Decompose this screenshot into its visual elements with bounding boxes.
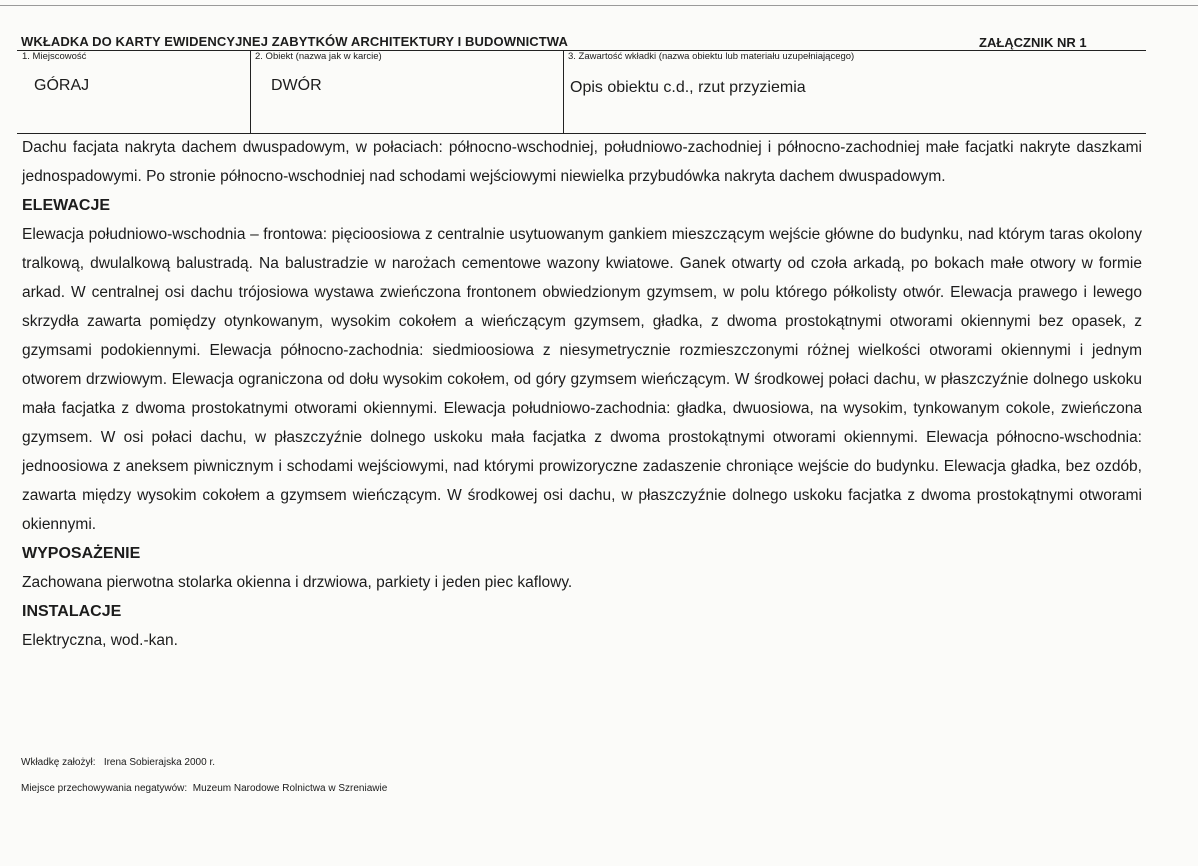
equipment-description: Zachowana pierwotna stolarka okienna i drzwiowa, parkiety i jeden piec kaflowy. (22, 574, 573, 591)
locality-value: GÓRAJ (34, 77, 90, 94)
footer-negatives (21, 783, 387, 794)
roof-description: Dachu facjata nakryta dachem dwuspadowym, w połaciach: północno-wschodniej, południowo-zachodniej i północno-zachodniej małe facjatki nakryte daszkami jednospadowymi. Po stronie północno-wschodniej nad schodami wejściowymi niewielka przybudówka nakryta dachem dwuspadowym. (22, 139, 1142, 185)
grid-divider (250, 50, 251, 134)
form-title: WKŁADKA DO KARTY EWIDENCYJNEJ ZABYTKÓW ARCHITEKTURY I BUDOWNICTWA (21, 34, 568, 49)
insert-content-label: 3. Zawartość wkładki (nazwa obiektu lub materiału uzupełniającego) (568, 51, 855, 62)
object-label: 2. Obiekt (nazwa jak w karcie) (255, 51, 382, 62)
author-value: Irena Sobierajska 2000 r. (103, 757, 215, 768)
elevations-heading: ELEWACJE (22, 197, 111, 214)
author-label: Wkładkę założył: (21, 757, 96, 768)
installations-heading: INSTALACJE (22, 603, 122, 620)
negatives-value: Muzeum Narodowe Rolnictwa w Szreniawie (192, 783, 388, 794)
elevations-description: Elewacja południowo-wschodnia – frontowa: pięcioosiowa z centralnie usytuowanym gankiem mieszczącym wejście główne do budynku, nad którym taras okolony tralkową, dwulalkową balustradą. Na balustradzie w narożach cementowe wazony kwiatowe. Ganek otwarty od czoła arkadą, po bokach małe otwory w formie arkad. W centralnej osi dachu trójosiowa wystawa zwieńczona frontonem obwiedzionym gzymsem, w polu którego półkolisty otwór. Elewacja prawego i lewego skrzydła zawarta pomiędzy otynkowanym, wysokim cokołem a wieńczącym gzymsem, gładka, z dwoma prostokątnymi otworami okiennymi bez opasek, z gzymsami podokiennymi. Elewacja północno-zachodnia: siedmioosiowa z niesymetrycznie rozmieszczonymi różnej wielkości otworami okiennymi i jednym otworem drzwiowym. Elewacja ograniczona od dołu wysokim cokołem, od góry gzymsem wieńczącym. W środkowej połaci dachu, w płaszczyźnie dolnego uskoku mała facjatka z dwoma prostokatnymi otworami okiennymi. Elewacja południowo-zachodnia: gładka, dwuosiowa, na wysokim, tynkowanym cokole, zwieńczona gzymsem. W osi połaci dachu, w płaszczyźnie dolnego uskoku mała facjatka z dwoma prostokątnymi otworami okiennymi. Elewacja północno-wschodnia: jednoosiowa z aneksem piwnicznym i schodami wejściowymi, nad którymi prowizoryczne zadaszenie chroniące wejście do budynku. Elewacja gładka, bez ozdób, zawarta między wysokim cokołem a gzymsem wieńczącym. W środkowej osi dachu, w płaszczyźnie dolnego uskoku facjatka z dwoma prostokątnymi otworami okiennymi. (22, 226, 1142, 533)
insert-content-value: Opis obiektu c.d., rzut przyziemia (570, 79, 806, 96)
object-value: DWÓR (271, 77, 322, 94)
top-rule (0, 5, 1198, 6)
locality-label: 1. Miejscowość (22, 51, 87, 62)
annex-number: ZAŁĄCZNIK NR 1 (979, 35, 1087, 50)
grid-divider (563, 50, 564, 134)
description-body (22, 133, 1142, 655)
equipment-heading: WYPOSAŻENIE (22, 545, 141, 562)
negatives-label: Miejsce przechowywania negatywów: (21, 783, 188, 794)
installations-description: Elektryczna, wod.-kan. (22, 632, 178, 649)
footer-author (21, 757, 215, 768)
